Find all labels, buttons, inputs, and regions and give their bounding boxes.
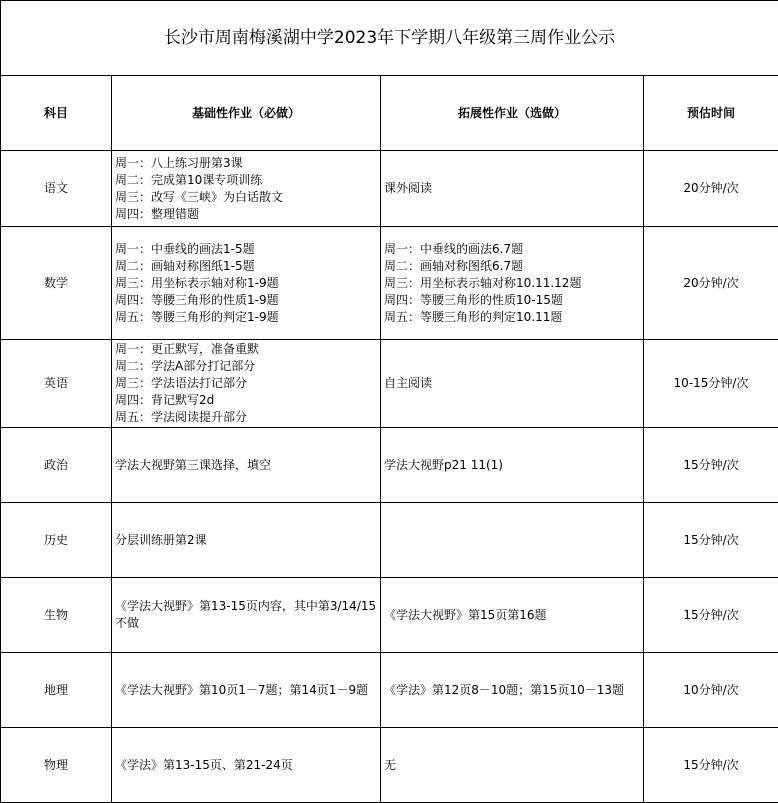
extended-homework-line: 周二：画轴对称图纸6.7题 xyxy=(384,258,641,275)
basic-homework-line: 学法大视野第三课选择，填空 xyxy=(115,457,378,474)
subject-cell: 政治 xyxy=(1,428,112,503)
estimated-time-cell: 15分钟/次 xyxy=(644,728,778,803)
extended-homework-cell xyxy=(381,151,644,227)
basic-homework-line: 周三：学法语法打记部分 xyxy=(115,375,378,392)
extended-homework-cell xyxy=(381,340,644,428)
estimated-time-cell: 20分钟/次 xyxy=(644,151,778,227)
extended-homework-cell xyxy=(381,227,644,340)
basic-homework-line: 周三：改写《三峡》为白话散文 xyxy=(115,189,378,206)
subject-cell: 语文 xyxy=(1,151,112,227)
basic-homework-line: 周二：画轴对称图纸1-5题 xyxy=(115,258,378,275)
extended-homework-cell xyxy=(381,653,644,728)
extended-homework-line: 自主阅读 xyxy=(384,375,641,392)
header-extended: 拓展性作业（选做） xyxy=(381,76,644,151)
title-row xyxy=(1,1,778,76)
basic-homework-line: 周一：中垂线的画法1-5题 xyxy=(115,241,378,258)
estimated-time-cell: 15分钟/次 xyxy=(644,503,778,578)
basic-homework-cell xyxy=(112,151,381,227)
extended-homework-cell xyxy=(381,578,644,653)
extended-homework-line: 无 xyxy=(384,757,641,774)
basic-homework-line: 《学法》第13-15页、第21-24页 xyxy=(115,757,378,774)
basic-homework-line: 周一：八上练习册第3课 xyxy=(115,155,378,172)
estimated-time-cell: 15分钟/次 xyxy=(644,428,778,503)
subject-cell: 地理 xyxy=(1,653,112,728)
table-row xyxy=(1,151,778,227)
table-row xyxy=(1,227,778,340)
extended-homework-line: 周四：等腰三角形的性质10-15题 xyxy=(384,292,641,309)
page-title: 长沙市周南梅溪湖中学2023年下学期八年级第三周作业公示 xyxy=(1,1,778,76)
basic-homework-line: 《学法大视野》第10页1－7题；第14页1－9题 xyxy=(115,682,378,699)
extended-homework-line: 课外阅读 xyxy=(384,180,641,197)
table-row xyxy=(1,578,778,653)
header-subject: 科目 xyxy=(1,76,112,151)
subject-cell: 物理 xyxy=(1,728,112,803)
table-row xyxy=(1,503,778,578)
extended-homework-line: 周三：用坐标表示轴对称10.11.12题 xyxy=(384,275,641,292)
basic-homework-line: 周五：等腰三角形的判定1-9题 xyxy=(115,309,378,326)
basic-homework-cell xyxy=(112,227,381,340)
basic-homework-cell xyxy=(112,653,381,728)
extended-homework-cell xyxy=(381,728,644,803)
extended-homework-line: 学法大视野p21 11(1) xyxy=(384,457,641,474)
extended-homework-line: 《学法》第12页8－10题；第15页10－13题 xyxy=(384,682,641,699)
basic-homework-line: 《学法大视野》第13-15页内容，其中第3/14/15不做 xyxy=(115,598,378,632)
table-row xyxy=(1,340,778,428)
extended-homework-cell xyxy=(381,503,644,578)
basic-homework-cell xyxy=(112,428,381,503)
basic-homework-cell xyxy=(112,340,381,428)
basic-homework-cell xyxy=(112,728,381,803)
basic-homework-line: 周二：学法A部分打记部分 xyxy=(115,358,378,375)
extended-homework-line: 《学法大视野》第15页第16题 xyxy=(384,607,641,624)
basic-homework-cell xyxy=(112,503,381,578)
estimated-time-cell: 20分钟/次 xyxy=(644,227,778,340)
basic-homework-line: 周四：等腰三角形的性质1-9题 xyxy=(115,292,378,309)
basic-homework-line: 周二：完成第10课专项训练 xyxy=(115,172,378,189)
header-basic: 基础性作业（必做） xyxy=(112,76,381,151)
basic-homework-line: 周四：背记默写2d xyxy=(115,392,378,409)
estimated-time-cell: 15分钟/次 xyxy=(644,578,778,653)
basic-homework-line: 周四：整理错题 xyxy=(115,206,378,223)
extended-homework-line: 周五：等腰三角形的判定10.11题 xyxy=(384,309,641,326)
table-row xyxy=(1,653,778,728)
basic-homework-cell xyxy=(112,578,381,653)
header-row xyxy=(1,76,778,151)
basic-homework-line: 周五：学法阅读提升部分 xyxy=(115,409,378,426)
estimated-time-cell: 10分钟/次 xyxy=(644,653,778,728)
basic-homework-line: 分层训练册第2课 xyxy=(115,532,378,549)
subject-cell: 生物 xyxy=(1,578,112,653)
table-row xyxy=(1,728,778,803)
subject-cell: 数学 xyxy=(1,227,112,340)
subject-cell: 历史 xyxy=(1,503,112,578)
extended-homework-cell xyxy=(381,428,644,503)
header-time: 预估时间 xyxy=(644,76,778,151)
subject-cell: 英语 xyxy=(1,340,112,428)
table-row xyxy=(1,428,778,503)
basic-homework-line: 周三：用坐标表示轴对称1-9题 xyxy=(115,275,378,292)
extended-homework-line: 周一：中垂线的画法6.7题 xyxy=(384,241,641,258)
estimated-time-cell: 10-15分钟/次 xyxy=(644,340,778,428)
basic-homework-line: 周一：更正默写，准备重默 xyxy=(115,341,378,358)
